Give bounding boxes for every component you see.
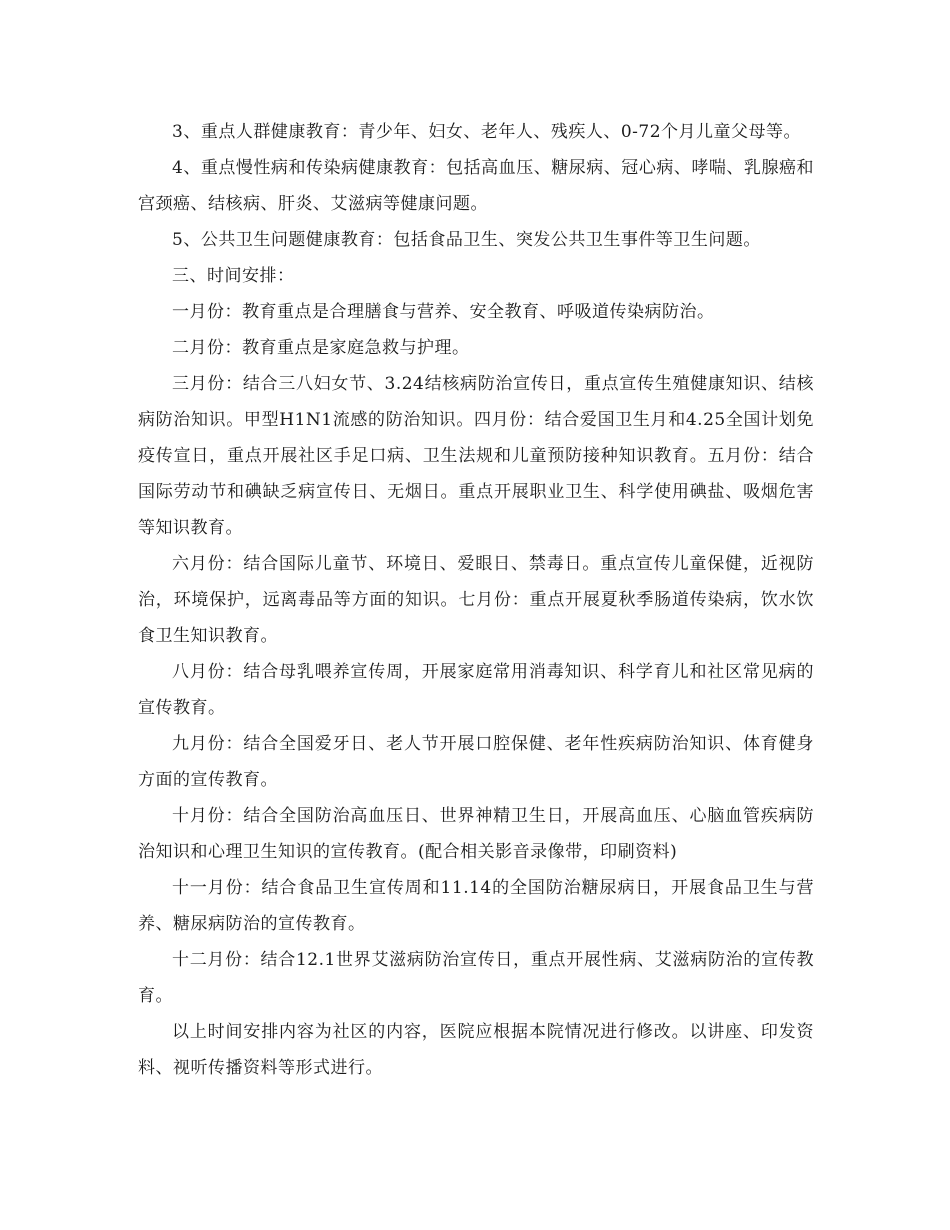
paragraph-key-groups: 3、重点人群健康教育：青少年、妇女、老年人、残疾人、0-72个月儿童父母等。 [172,122,802,142]
paragraph-chronic-infectious: 4、重点慢性病和传染病健康教育：包括高血压、糖尿病、冠心病、哮喘、乳腺癌和宫颈癌、结核病、肝炎、艾滋病等健康问题。 [138,158,814,214]
paragraph-june-july: 六月份：结合国际儿童节、环境日、爱眼日、禁毒日。重点宣传儿童保健，近视防治，环境保护，远离毒品等方面的知识。七月份：重点开展夏秋季肠道传染病，饮水饮食卫生知识教育。 [138,554,814,646]
paragraph-march-may: 三月份：结合三八妇女节、3.24结核病防治宣传日，重点宣传生殖健康知识、结核病防治知识。甲型H1N1流感的防治知识。四月份：结合爱国卫生月和4.25全国计划免疫传宣日，重点开展社区手足口病、卫生法规和儿童预防接种知识教育。五月份：结合国际劳动节和碘缺乏病宣传日、无烟日。重点开展职业卫生、科学使用碘盐、吸烟危害等知识教育。 [138,374,814,538]
document-body [138,114,814,1086]
paragraph-public-health: 5、公共卫生问题健康教育：包括食品卫生、突发公共卫生事件等卫生问题。 [172,230,761,250]
section-heading-schedule: 三、时间安排： [172,266,295,286]
paragraph-january: 一月份：教育重点是合理膳食与营养、安全教育、呼吸道传染病防治。 [172,302,715,322]
paragraph-november: 十一月份：结合食品卫生宣传周和11.14的全国防治糖尿病日，开展食品卫生与营养、糖尿病防治的宣传教育。 [138,878,814,934]
paragraph-august: 八月份：结合母乳喂养宣传周，开展家庭常用消毒知识、科学育儿和社区常见病的宣传教育。 [138,662,814,718]
paragraph-december: 十二月份：结合12.1世界艾滋病防治宣传日，重点开展性病、艾滋病防治的宣传教育。 [138,950,814,1006]
paragraph-february: 二月份：教育重点是家庭急救与护理。 [172,338,470,358]
paragraph-closing-note: 以上时间安排内容为社区的内容，医院应根据本院情况进行修改。以讲座、印发资料、视听传播资料等形式进行。 [138,1022,814,1078]
paragraph-september: 九月份：结合全国爱牙日、老人节开展口腔保健、老年性疾病防治知识、体育健身方面的宣传教育。 [138,734,814,790]
paragraph-october: 十月份：结合全国防治高血压日、世界神精卫生日，开展高血压、心脑血管疾病防治知识和心理卫生知识的宣传教育。(配合相关影音录像带，印刷资料) [138,806,814,862]
